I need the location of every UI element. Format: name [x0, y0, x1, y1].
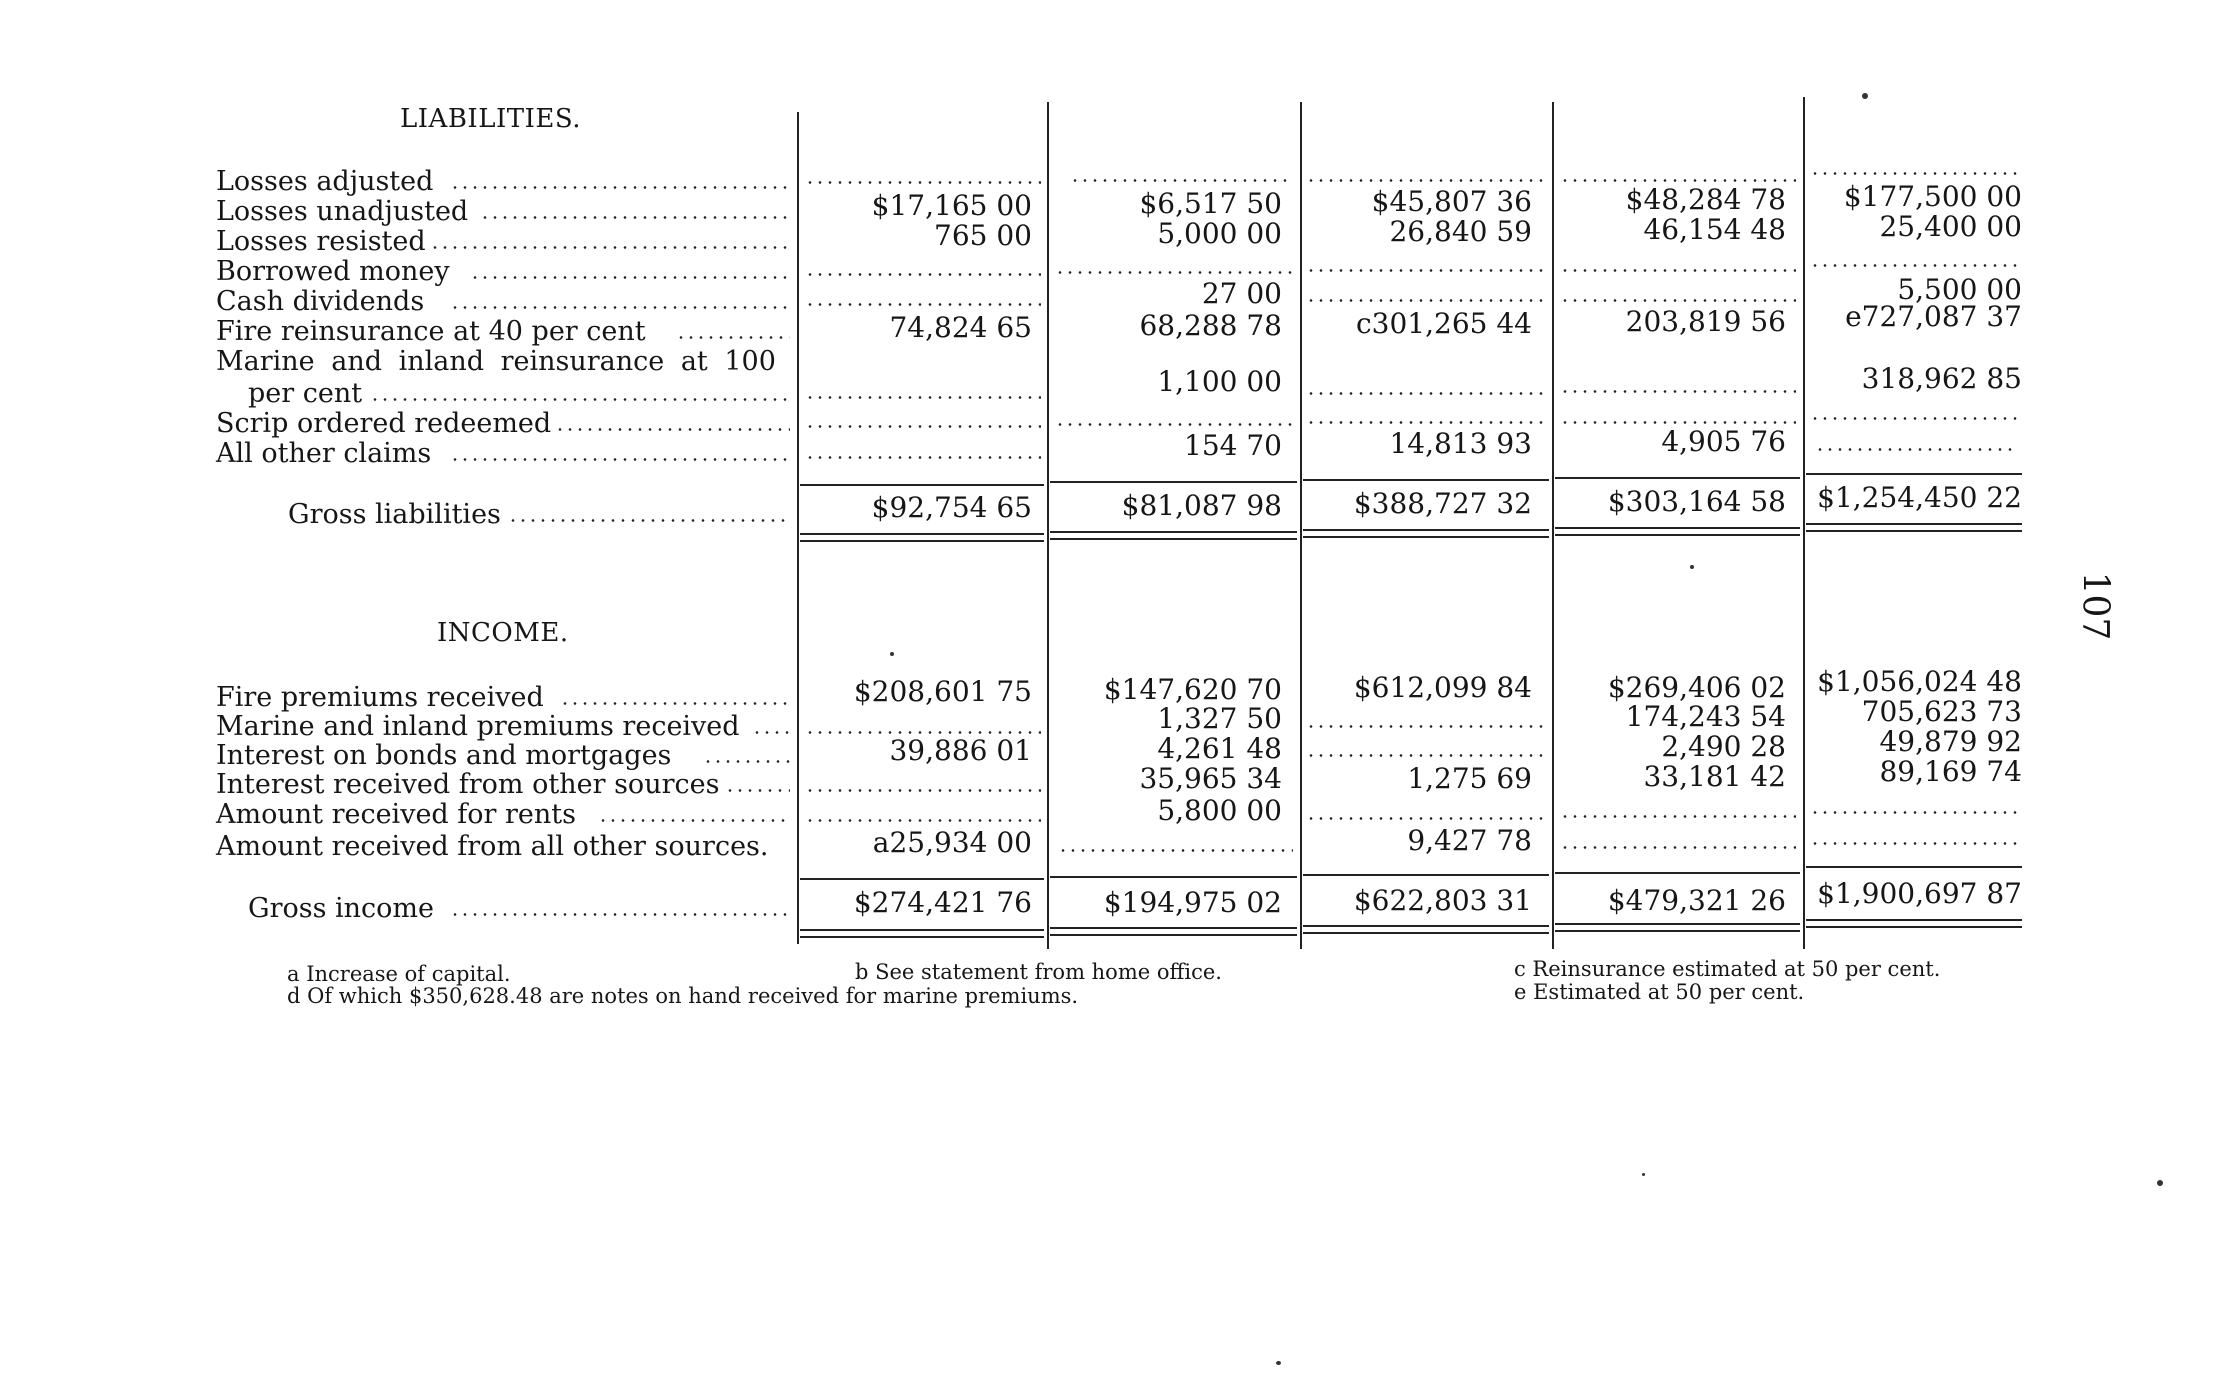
row-label: All other claims [216, 438, 432, 469]
leader-dots [1560, 390, 1796, 393]
total-double-rule [1303, 536, 1549, 538]
column-rule-4 [1552, 102, 1554, 949]
total-value: $622,803 31 [1353, 884, 1532, 917]
leader-dots [1306, 421, 1546, 424]
cell-value: 203,819 56 [1625, 305, 1786, 338]
leader-dots [805, 181, 1041, 184]
leader-dots [805, 396, 1041, 399]
cell-value: $1,056,024 48 [1817, 665, 2022, 698]
cell-value: a25,934 00 [872, 826, 1032, 859]
subtotal-rule [1050, 876, 1297, 878]
total-double-rule [1806, 523, 2022, 525]
row-label: Losses resisted [216, 226, 426, 257]
leader-dots [1306, 299, 1546, 302]
leader-dots [1306, 179, 1546, 182]
row-label: Fire reinsurance at 40 per cent [216, 316, 646, 347]
leader-dots [1810, 842, 2020, 845]
leader-dots [508, 519, 790, 522]
cell-value: $269,406 02 [1607, 671, 1786, 704]
row-label: Cash dividends [216, 286, 425, 317]
leader-dots [1306, 817, 1546, 820]
leader-dots [450, 306, 790, 309]
gross-income-label: Gross income [248, 893, 435, 924]
leader-dots [1560, 815, 1796, 818]
footnote-e: e Estimated at 50 per cent. [1514, 980, 1805, 1004]
income-heading: INCOME. [437, 618, 569, 648]
cell-value: $147,620 70 [1103, 673, 1282, 706]
leader-dots [805, 819, 1041, 822]
leader-dots [1810, 264, 2020, 267]
cell-value: 154 70 [1184, 429, 1282, 462]
subtotal-rule [800, 484, 1044, 486]
total-double-rule [1555, 534, 1800, 536]
cell-value: 89,169 74 [1879, 755, 2022, 788]
leader-dots [725, 789, 790, 792]
total-double-rule [1555, 930, 1800, 932]
leader-dots [1306, 392, 1546, 395]
total-double-rule [800, 936, 1044, 938]
cell-value: $17,165 00 [871, 189, 1032, 222]
total-double-rule [1555, 923, 1800, 925]
row-label: Scrip ordered redeemed [216, 408, 552, 439]
leader-dots [805, 789, 1041, 792]
row-label: Losses unadjusted [216, 196, 469, 227]
leader-dots [1070, 179, 1292, 182]
total-value: $194,975 02 [1103, 886, 1282, 919]
leader-dots [1306, 269, 1546, 272]
cell-value: $177,500 00 [1843, 180, 2022, 213]
leader-dots [450, 458, 790, 461]
subtotal-rule [1806, 866, 2022, 868]
cell-value: 68,288 78 [1139, 309, 1282, 342]
leader-dots [1058, 849, 1293, 852]
scan-speck [2157, 1180, 2163, 1186]
leader-dots [703, 760, 790, 763]
total-value: $479,321 26 [1607, 884, 1786, 917]
cell-value: 1,275 69 [1407, 762, 1532, 795]
leader-dots [752, 731, 790, 734]
cell-value: 49,879 92 [1879, 725, 2022, 758]
leader-dots [1560, 299, 1796, 302]
cell-value: 35,965 34 [1139, 762, 1282, 795]
row-label: Amount received for rents [216, 799, 577, 830]
leader-dots [1560, 421, 1796, 424]
cell-value: 318,962 85 [1861, 362, 2022, 395]
leader-dots [676, 336, 790, 339]
leader-dots [598, 819, 790, 822]
leader-dots [1810, 172, 2020, 175]
cell-value: 5,000 00 [1157, 217, 1282, 250]
liabilities-heading: LIABILITIES. [400, 104, 581, 134]
leader-dots [560, 702, 790, 705]
cell-value: 14,813 93 [1389, 427, 1532, 460]
row-label: Fire premiums received [216, 682, 544, 713]
row-label: Interest on bonds and mortgages [216, 740, 672, 771]
total-double-rule [1303, 925, 1549, 927]
total-value: $303,164 58 [1607, 485, 1786, 518]
cell-value: 9,427 78 [1407, 824, 1532, 857]
cell-value: 5,800 00 [1157, 794, 1282, 827]
scan-speck [1690, 565, 1694, 569]
cell-value: 765 00 [934, 219, 1032, 252]
scan-speck [1862, 93, 1868, 99]
cell-value: $45,807 36 [1371, 185, 1532, 218]
cell-value: 1,327 50 [1157, 702, 1282, 735]
row-label: per cent [248, 378, 363, 409]
cell-value: 5,500 00 [1897, 273, 2022, 306]
leader-dots [1055, 423, 1293, 426]
row-label: Borrowed money [216, 256, 450, 287]
total-double-rule [1806, 919, 2022, 921]
column-rule-2 [1047, 102, 1049, 949]
row-label: Marine and inland premiums received [216, 711, 740, 742]
cell-value: 26,840 59 [1389, 215, 1532, 248]
total-double-rule [1555, 527, 1800, 529]
cell-value: 174,243 54 [1625, 700, 1786, 733]
leader-dots [450, 913, 790, 916]
total-double-rule [1050, 538, 1297, 540]
cell-value: 2,490 28 [1661, 730, 1786, 763]
footnote-c: c Reinsurance estimated at 50 per cent. [1514, 957, 1941, 981]
leader-dots [1815, 448, 2015, 451]
subtotal-rule [1303, 874, 1549, 876]
cell-value: 4,905 76 [1661, 425, 1786, 458]
row-label: Marine and inland reinsurance at 100 [216, 346, 776, 377]
leader-dots [1810, 417, 2020, 420]
subtotal-rule [1555, 477, 1800, 479]
total-value: $1,900,697 87 [1817, 877, 2022, 910]
cell-value: 74,824 65 [889, 311, 1032, 344]
cell-value: $208,601 75 [853, 675, 1032, 708]
leader-dots [805, 273, 1041, 276]
leader-dots [1560, 179, 1796, 182]
cell-value: 1,100 00 [1157, 365, 1282, 398]
subtotal-rule [800, 878, 1044, 880]
cell-value: 39,886 01 [889, 734, 1032, 767]
footnote-a: a Increase of capital. [287, 962, 511, 986]
total-double-rule [800, 540, 1044, 542]
cell-value: 25,400 00 [1879, 210, 2022, 243]
total-double-rule [1806, 926, 2022, 928]
cell-value: $612,099 84 [1353, 671, 1532, 704]
column-rule-1 [797, 112, 799, 944]
column-rule-5 [1803, 97, 1805, 949]
total-value: $274,421 76 [853, 886, 1032, 919]
total-double-rule [1050, 934, 1297, 936]
scan-speck [890, 652, 894, 656]
leader-dots [470, 276, 790, 279]
page-number: 107 [2074, 571, 2116, 641]
total-value: $92,754 65 [871, 491, 1032, 524]
total-value: $1,254,450 22 [1817, 481, 2022, 514]
leader-dots [1306, 754, 1546, 757]
row-label: Losses adjusted [216, 166, 434, 197]
total-double-rule [800, 929, 1044, 931]
cell-value: 27 00 [1201, 277, 1282, 310]
footnote-b: b See statement from home office. [855, 960, 1222, 984]
leader-dots [555, 428, 790, 431]
leader-dots [370, 398, 790, 401]
footnote-d: d Of which $350,628.48 are notes on hand received for marine premiums. [287, 984, 1079, 1008]
subtotal-rule [1303, 479, 1549, 481]
leader-dots [805, 303, 1041, 306]
leader-dots [1810, 811, 2020, 814]
total-double-rule [1806, 530, 2022, 532]
total-value: $388,727 32 [1353, 487, 1532, 520]
total-double-rule [1303, 932, 1549, 934]
leader-dots [480, 216, 790, 219]
row-label: Amount received from all other sources. [216, 831, 769, 862]
leader-dots [1055, 271, 1293, 274]
total-double-rule [800, 533, 1044, 535]
leader-dots [1560, 269, 1796, 272]
cell-value: $48,284 78 [1625, 183, 1786, 216]
leader-dots [430, 246, 790, 249]
row-label: Interest received from other sources [216, 769, 720, 800]
scan-speck [1642, 1173, 1645, 1176]
cell-value: 705,623 73 [1861, 695, 2022, 728]
leader-dots [805, 425, 1041, 428]
cell-value: c301,265 44 [1356, 307, 1532, 340]
total-double-rule [1303, 529, 1549, 531]
leader-dots [450, 186, 790, 189]
leader-dots [805, 456, 1041, 459]
cell-value: 4,261 48 [1157, 732, 1282, 765]
leader-dots [1560, 846, 1796, 849]
column-rule-3 [1300, 102, 1302, 949]
total-double-rule [1050, 927, 1297, 929]
gross-liabilities-label: Gross liabilities [288, 499, 501, 530]
subtotal-rule [1806, 473, 2022, 475]
cell-value: 33,181 42 [1643, 760, 1786, 793]
total-value: $81,087 98 [1121, 489, 1282, 522]
scan-speck [1276, 1361, 1281, 1365]
cell-value: $6,517 50 [1139, 187, 1282, 220]
total-double-rule [1050, 531, 1297, 533]
cell-value: 46,154 48 [1643, 213, 1786, 246]
subtotal-rule [1555, 872, 1800, 874]
leader-dots [1306, 725, 1546, 728]
cell-value: e727,087 37 [1845, 300, 2022, 333]
subtotal-rule [1050, 481, 1297, 483]
